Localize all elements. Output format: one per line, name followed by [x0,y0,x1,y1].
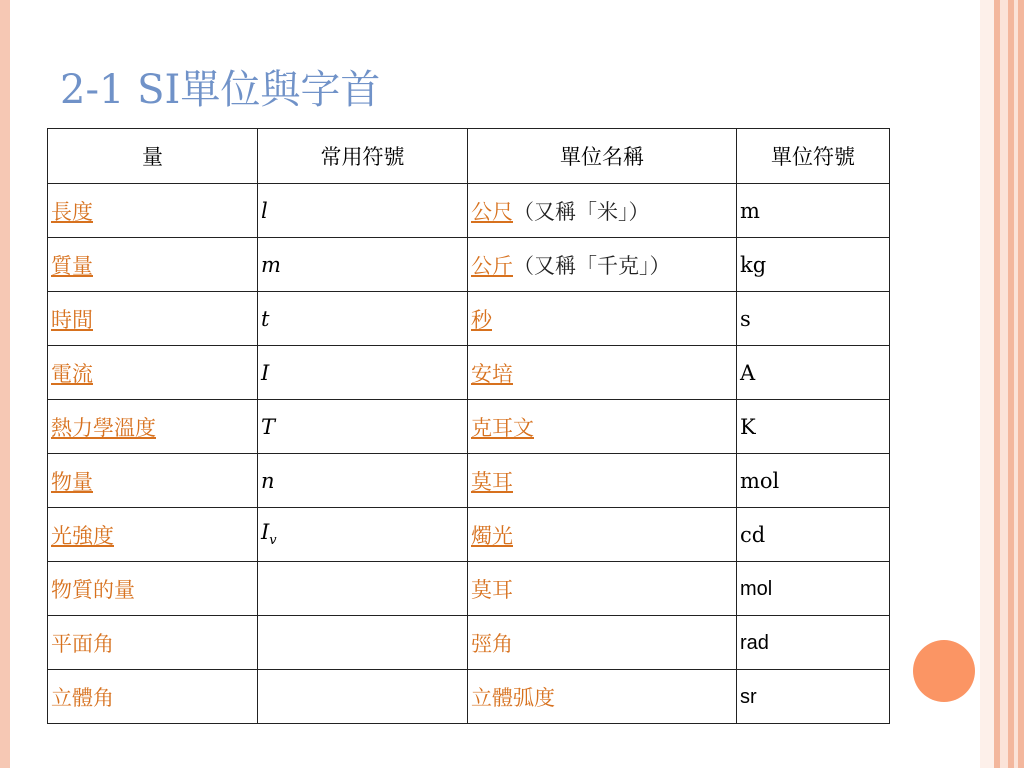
si-units-table [47,128,890,724]
unit-name-link[interactable]: 克耳文 [471,415,534,440]
cell-unit-name [468,508,737,562]
cell-unit-symbol [737,508,890,562]
cell-quantity [48,562,258,616]
cell-symbol [258,346,468,400]
unit-name-link[interactable]: 安培 [471,361,513,386]
quantity-link[interactable]: 光強度 [51,523,114,548]
table-row [48,238,890,292]
unit-symbol: rad [740,632,769,654]
quantity-symbol: n [261,468,275,493]
right-stripe-decoration [980,0,1024,768]
cell-symbol [258,238,468,292]
cell-symbol [258,562,468,616]
cell-unit-name [468,292,737,346]
cell-unit-name [468,238,737,292]
quantity-label: 立體角 [51,685,114,710]
stripe [1000,0,1008,768]
header-unit-name: 單位名稱 [468,129,737,184]
cell-quantity [48,292,258,346]
unit-symbol: A [740,360,756,385]
unit-name-note: （又稱「千克」） [513,253,671,278]
unit-name-link[interactable]: 公尺 [471,199,513,224]
unit-name-link[interactable]: 公斤 [471,253,513,278]
cell-quantity [48,238,258,292]
slide-title: 2-1 SI單位與字首 [60,67,381,113]
unit-name-label: 莫耳 [471,577,513,602]
unit-name-label: 立體弧度 [471,685,555,710]
cell-symbol [258,454,468,508]
cell-symbol [258,508,468,562]
cell-unit-name [468,454,737,508]
cell-symbol [258,184,468,238]
table-row [48,292,890,346]
table-row [48,346,890,400]
unit-symbol: cd [740,522,766,547]
cell-unit-symbol [737,562,890,616]
quantity-symbol: l [261,198,268,223]
cell-unit-name [468,616,737,670]
unit-name-link[interactable]: 莫耳 [471,469,513,494]
cell-quantity [48,400,258,454]
table-row [48,616,890,670]
header-quantity: 量 [48,129,258,184]
cell-quantity [48,508,258,562]
unit-name-note: （又稱「米」） [513,199,650,224]
unit-symbol: mol [740,578,773,600]
cell-quantity [48,454,258,508]
unit-name-link[interactable]: 燭光 [471,523,513,548]
unit-symbol: sr [740,686,757,708]
cell-unit-name [468,184,737,238]
table-row [48,184,890,238]
header-unit-symbol: 單位符號 [737,129,890,184]
quantity-link[interactable]: 電流 [51,361,93,386]
orange-circle-decoration [913,640,975,702]
left-border-decoration [0,0,10,768]
cell-unit-symbol [737,670,890,724]
unit-symbol: m [740,198,760,223]
unit-symbol: s [740,306,751,331]
unit-symbol: kg [740,252,767,277]
quantity-symbol-subscript: v [269,533,277,549]
cell-unit-symbol [737,400,890,454]
cell-unit-name [468,670,737,724]
quantity-link[interactable]: 物量 [51,469,93,494]
cell-unit-name [468,346,737,400]
stripe [1018,0,1024,768]
quantity-symbol: I [261,520,270,545]
unit-symbol: mol [740,468,780,493]
table-row [48,454,890,508]
cell-unit-symbol [737,238,890,292]
cell-unit-name [468,400,737,454]
quantity-symbol: t [261,306,270,331]
quantity-link[interactable]: 長度 [51,199,93,224]
cell-unit-symbol [737,454,890,508]
table-row [48,670,890,724]
unit-symbol: K [740,414,756,439]
cell-unit-symbol [737,184,890,238]
table-row [48,508,890,562]
quantity-label: 平面角 [51,631,114,656]
quantity-symbol: T [261,414,276,439]
quantity-link[interactable]: 熱力學溫度 [51,415,156,440]
cell-unit-symbol [737,346,890,400]
stripe [980,0,994,768]
quantity-symbol: m [261,252,281,277]
unit-name-link[interactable]: 秒 [471,307,492,332]
quantity-symbol: I [261,360,270,385]
table-row [48,400,890,454]
cell-quantity [48,616,258,670]
cell-quantity [48,346,258,400]
header-symbol: 常用符號 [258,129,468,184]
cell-unit-symbol [737,292,890,346]
unit-name-label: 弳角 [471,631,513,656]
cell-unit-name [468,562,737,616]
quantity-label: 物質的量 [51,577,135,602]
cell-symbol [258,292,468,346]
cell-symbol [258,670,468,724]
cell-symbol [258,616,468,670]
cell-quantity [48,670,258,724]
table-row [48,562,890,616]
table-header-row [48,129,890,184]
quantity-link[interactable]: 質量 [51,253,93,278]
quantity-link[interactable]: 時間 [51,307,93,332]
cell-quantity [48,184,258,238]
cell-symbol [258,400,468,454]
cell-unit-symbol [737,616,890,670]
